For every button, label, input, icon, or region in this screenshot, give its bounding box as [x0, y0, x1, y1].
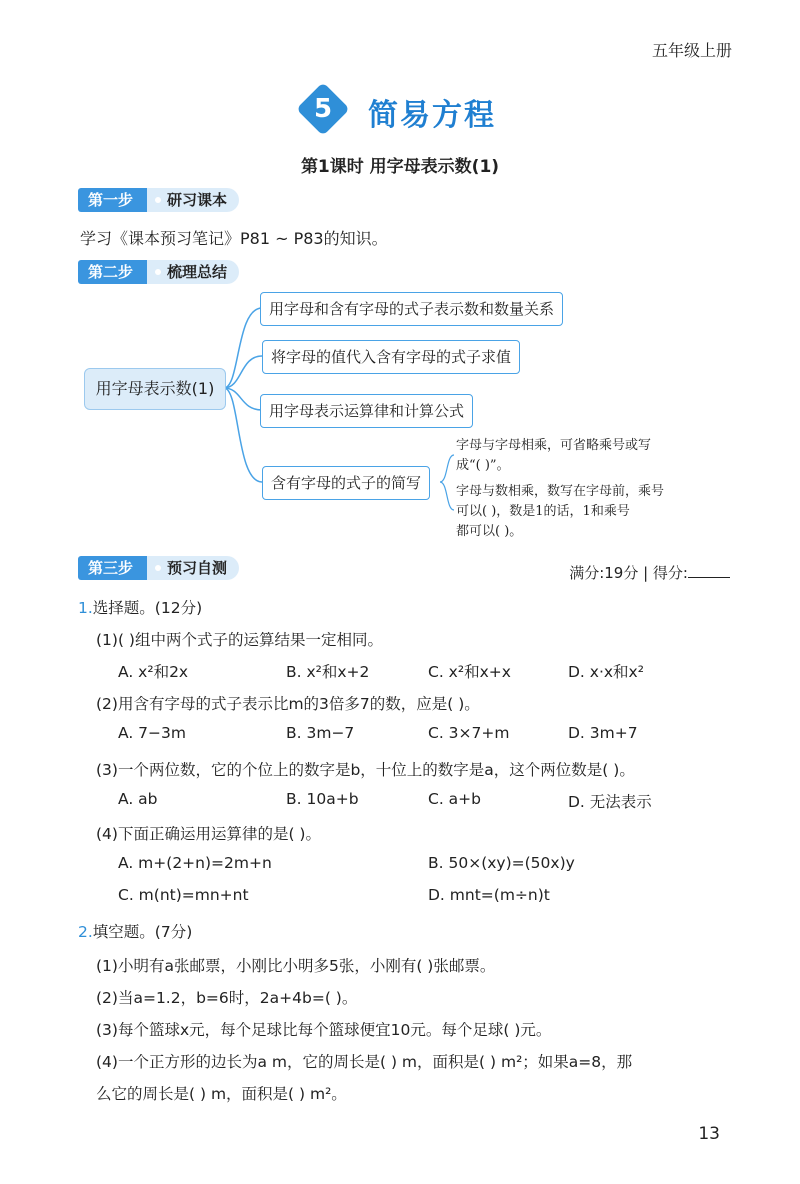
- q1-item1-option-a[interactable]: A. x²和2x: [118, 663, 189, 681]
- q1-item3-option-c[interactable]: C. a+b: [428, 790, 482, 808]
- q1-item3-option-d[interactable]: D. 无法表示: [568, 793, 652, 811]
- q1-item1-stem: (1)( )组中两个式子的运算结果一定相同。: [96, 631, 383, 649]
- note-line-4: 可以( )，数是1的话，1和乘号: [456, 504, 630, 519]
- q1-item1-option-c[interactable]: C. x²和x+x: [428, 663, 511, 681]
- q1-item2-option-d[interactable]: D. 3m+7: [568, 724, 638, 742]
- mindmap-branch-4: 含有字母的式子的简写: [262, 466, 430, 500]
- q2-title-text: 填空题。(7分): [92, 923, 193, 941]
- q1-number: 1.: [78, 599, 93, 617]
- q1-item1-option-d[interactable]: D. x·x和x²: [568, 663, 644, 681]
- q1-item4-option-b[interactable]: B. 50×(xy)=(50x)y: [428, 854, 575, 872]
- lesson-title: 第1课时 用字母表示数(1): [300, 157, 500, 177]
- q2-item4-line1[interactable]: (4)一个正方形的边长为a m，它的周长是( ) m，面积是( ) m²；如果a=8，那: [96, 1053, 633, 1071]
- step1-text: 学习《课本预习笔记》P81 ~ P83的知识。: [80, 229, 388, 248]
- q1-item2-option-a[interactable]: A. 7−3m: [118, 724, 186, 742]
- step3-tag: 第三步: [78, 556, 147, 580]
- mindmap-branch-1: 用字母和含有字母的式子表示数和数量关系: [260, 292, 563, 326]
- q1-item1-option-b[interactable]: B. x²和x+2: [286, 663, 370, 681]
- note-line-5: 都可以( )。: [456, 524, 523, 539]
- q1-title: [78, 596, 202, 618]
- step2-tag: 第二步: [78, 260, 147, 284]
- step1-label: 研习课本: [167, 191, 228, 209]
- score-blank[interactable]: [688, 577, 730, 578]
- q1-item2-option-b[interactable]: B. 3m−7: [286, 724, 355, 742]
- q1-item3-stem: (3)一个两位数，它的个位上的数字是b，十位上的数字是a，这个两位数是( )。: [96, 761, 635, 779]
- note-line-3: 字母与数相乘，数写在字母前，乘号: [456, 484, 665, 499]
- step3-label: 预习自测: [167, 559, 228, 577]
- q1-item4-option-c[interactable]: C. m(nt)=mn+nt: [118, 886, 249, 904]
- q1-item4-option-d[interactable]: D. mnt=(m÷n)t: [428, 886, 550, 904]
- chapter-title: 简易方程: [368, 98, 496, 133]
- q1-item3-option-b[interactable]: B. 10a+b: [286, 790, 359, 808]
- score-text: 满分:19分 | 得分:: [569, 564, 688, 582]
- q1-item2-stem: (2)用含有字母的式子表示比m的3倍多7的数，应是( )。: [96, 695, 480, 713]
- q1-item3-option-a[interactable]: A. ab: [118, 790, 158, 808]
- q1-item4-option-a[interactable]: A. m+(2+n)=2m+n: [118, 854, 272, 872]
- chapter-number: 5: [313, 94, 333, 124]
- note-line-2: 成“( )”。: [456, 458, 510, 473]
- mindmap-branch-3: 用字母表示运算律和计算公式: [260, 394, 473, 428]
- note-line-1: 字母与字母相乘，可省略乘号或写: [456, 438, 652, 453]
- q2-number: 2.: [78, 923, 93, 941]
- q2-item4-line2[interactable]: 么它的周长是( ) m，面积是( ) m²。: [96, 1085, 347, 1103]
- step1-tag: 第一步: [78, 188, 147, 212]
- q2-title: [78, 920, 192, 942]
- q1-item2-option-c[interactable]: C. 3×7+m: [428, 724, 510, 742]
- q2-item2[interactable]: (2)当a=1.2，b=6时，2a+4b=( )。: [96, 989, 358, 1007]
- bullet-dot-icon: [155, 565, 161, 571]
- grade-label: 五年级上册: [651, 41, 732, 60]
- mindmap-center: 用字母表示数(1): [84, 368, 226, 410]
- step3-header: [78, 556, 239, 580]
- q1-title-text: 选择题。(12分): [92, 599, 203, 617]
- q2-item3[interactable]: (3)每个篮球x元，每个足球比每个篮球便宜10元。每个足球( )元。: [96, 1021, 552, 1039]
- q2-item1[interactable]: (1)小明有a张邮票，小刚比小明多5张，小刚有( )张邮票。: [96, 957, 496, 975]
- mindmap-branch-2: 将字母的值代入含有字母的式子求值: [262, 340, 520, 374]
- page-number: 13: [698, 1124, 720, 1144]
- score-line: [569, 562, 730, 583]
- q1-item4-stem: (4)下面正确运用运算律的是( )。: [96, 825, 321, 843]
- step2-label: 梳理总结: [167, 263, 228, 281]
